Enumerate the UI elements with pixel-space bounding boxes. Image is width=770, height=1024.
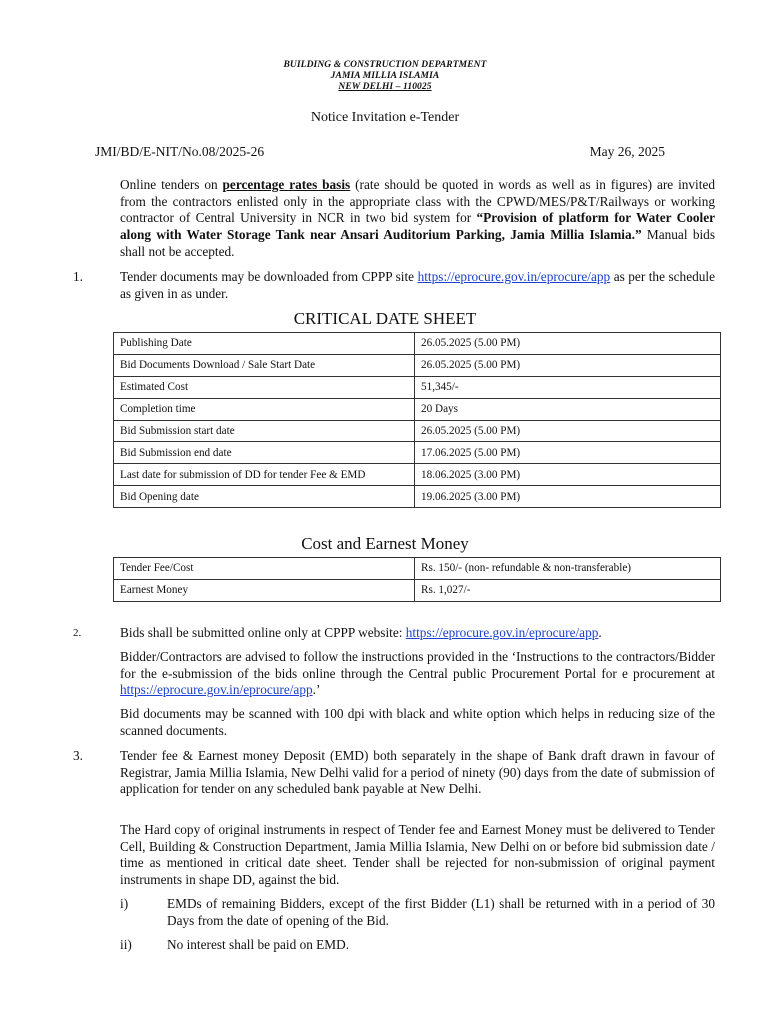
item-1-paragraph: Tender documents may be downloaded from CPPP site https://eprocure.gov.in/eprocure/app as per the schedule as given in as under. [120,269,715,301]
cost-earnest-title: Cost and Earnest Money [301,534,469,553]
row-label: Bid Submission end date [114,442,415,464]
critical-date-row [114,376,721,398]
item-3-number: 3. [73,748,83,763]
item-3-paragraph-1: Tender fee & Earnest money Deposit (EMD) both separately in the shape of Bank draft drawn in favour of Registrar, Jamia Millia Islamia, New Delhi valid for a period of ninety (90) days from the date of submission of application for tender on any scheduled bank payable at New Delhi. [120,748,715,797]
notice-date: May 26, 2025 [589,144,665,159]
row-value: 26.05.2025 (5.00 PM) [415,333,721,355]
critical-date-row [114,464,721,486]
row-label: Bid Opening date [114,486,415,508]
critical-date-row [114,354,721,376]
row-value: 18.06.2025 (3.00 PM) [415,464,721,486]
item-2-paragraph-3: Bid documents may be scanned with 100 dpi with black and white option which helps in reducing size of the scanned documents. [120,706,715,738]
cost-row [114,558,721,580]
row-value: 26.05.2025 (5.00 PM) [415,420,721,442]
critical-date-row [114,442,721,464]
item-3-paragraph-2: The Hard copy of original instruments in respect of Tender fee and Earnest Money must be delivered to Tender Cell, Building & Construction Department, Jamia Millia Islamia, New Delhi on or before bid submission date / time as mentioned in critical date sheet. Tender shall be rejected for non-submission of original payment instruments in shape DD, against the bid. [120,822,715,888]
critical-date-row [114,333,721,355]
row-label: Tender Fee/Cost [114,558,415,580]
critical-date-sheet-title: CRITICAL DATE SHEET [293,309,477,328]
sub-item-i-number: i) [120,896,129,911]
sub-item-i-text: EMDs of remaining Bidders, except of the first Bidder (L1) shall be returned with in a period of 30 Days from the date of opening of the Bid. [167,896,715,928]
row-label: Bid Documents Download / Sale Start Date [114,354,415,376]
row-label: Earnest Money [114,579,415,601]
intro-paragraph: Online tenders on percentage rates basis (rate should be quoted in words as well as in figures) are invited from the contractors enlisted only in the appropriate class with the CPWD/MES/P&T/Railways or working contractor of Central University in NCR in two bid system for “Provision of platform for Water Cooler along with Water Storage Tank near Ansari Auditorium Parking, Jamia Millia Islamia.” Manual bids shall not be accepted. [120,177,716,259]
row-value: 20 Days [415,398,721,420]
cost-table [113,557,721,602]
department-name: BUILDING & CONSTRUCTION DEPARTMENT [283,60,487,70]
row-value: 26.05.2025 (5.00 PM) [415,354,721,376]
item-2-paragraph-2: Bidder/Contractors are advised to follow the instructions provided in the ‘Instructions to the contractors/Bidder for the e-submission of the bids online through the Central public Procurement Portal for e procurement at https://eprocure.gov.in/eprocure/app.’ [120,649,715,698]
row-value: Rs. 1,027/- [415,579,721,601]
sub-item-ii-number: ii) [120,937,132,952]
item-2-number: 2. [73,627,82,639]
row-value: 17.06.2025 (5.00 PM) [415,442,721,464]
reference-number: JMI/BD/E-NIT/No.08/2025-26 [95,144,265,159]
row-value: Rs. 150/- (non- refundable & non-transferable) [415,558,721,580]
row-label: Last date for submission of DD for tender Fee & EMD [114,464,415,486]
critical-date-row [114,420,721,442]
university-name: JAMIA MILLIA ISLAMIA [330,71,440,81]
notice-title: Notice Invitation e-Tender [310,110,460,125]
city-line: NEW DELHI – 110025 [338,82,432,92]
cost-row [114,579,721,601]
eprocurement-link[interactable]: https://eprocure.gov.in/eprocure/app [120,682,313,698]
row-label: Estimated Cost [114,376,415,398]
item-1-number: 1. [73,269,83,284]
critical-date-table [113,332,721,508]
cppp-website-link[interactable]: https://eprocure.gov.in/eprocure/app [405,625,599,640]
critical-date-row [114,486,721,508]
critical-date-row [114,398,721,420]
sub-item-ii-text: No interest shall be paid on EMD. [167,937,350,952]
row-label: Bid Submission start date [114,420,415,442]
row-label: Publishing Date [114,333,415,355]
cppp-link[interactable]: https://eprocure.gov.in/eprocure/app [417,269,611,284]
row-label: Completion time [114,398,415,420]
row-value: 19.06.2025 (3.00 PM) [415,486,721,508]
row-value: 51,345/- [415,376,721,398]
item-2-paragraph-1: Bids shall be submitted online only at CPPP website: https://eprocure.gov.in/eprocure/app. [120,625,602,640]
